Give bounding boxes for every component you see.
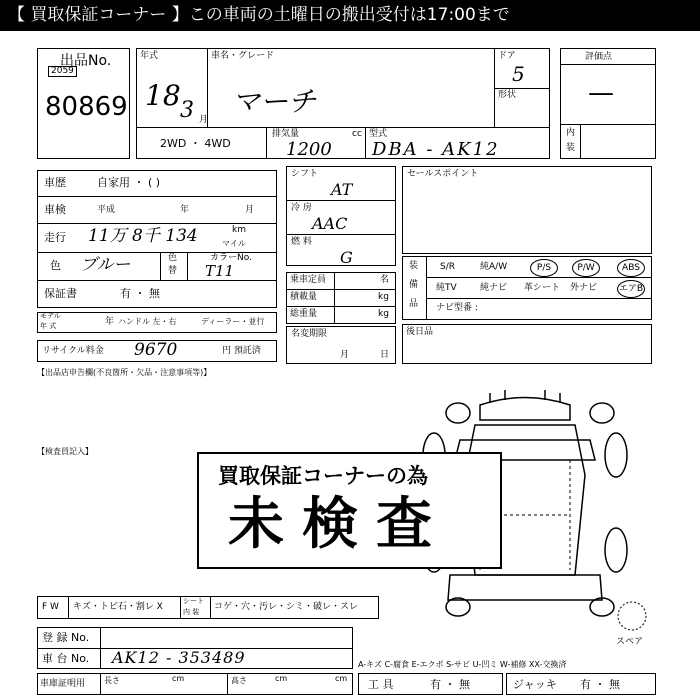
notes-header: 【出品店申告欄(不良箇所・欠品・注意事項等)】 <box>37 368 212 377</box>
tools-options: 有 ・ 無 <box>430 678 470 691</box>
model-year-label-2: 年 式 <box>40 322 57 330</box>
seat-text: コゲ・穴・汚レ・シミ・破レ・スレ <box>214 602 359 612</box>
history-value: 自家用 ・ ( ) <box>97 176 161 189</box>
chassis-value: AK12 - 353489 <box>112 648 246 667</box>
sales-point-box <box>402 166 652 254</box>
displacement-value: 1200 <box>286 139 332 160</box>
load-unit: kg <box>378 292 389 302</box>
shift-value: AT <box>331 180 353 199</box>
equip-airbag: エアB <box>617 280 645 298</box>
recycle-value: 9670 <box>134 340 178 360</box>
inspection-month: 月 <box>245 205 255 215</box>
drive-options: 2WD ・ 4WD <box>160 137 231 150</box>
mileage-unit-mile: マイル <box>222 239 246 248</box>
ac-value: AAC <box>312 214 348 233</box>
stamp-line1: 買取保証コーナーの為 <box>218 464 428 488</box>
name-value: マーチ <box>232 85 317 118</box>
door-label: ドア <box>498 51 516 61</box>
inspection-label: 車検 <box>44 203 66 216</box>
seat-label-1: シート <box>183 597 204 605</box>
color-change-1: 色 <box>168 253 178 263</box>
inspector-header: 【検査員記入】 <box>37 447 93 456</box>
year-value: 18 <box>145 79 181 112</box>
cert-length-unit: cm <box>172 674 185 683</box>
lot-number: 80869 <box>45 92 128 122</box>
capacity-unit: 名 <box>380 275 390 285</box>
equip-label-2: 備 <box>409 280 419 290</box>
mileage-label: 走行 <box>44 231 66 244</box>
displacement-unit: cc <box>352 129 362 139</box>
door-value: 5 <box>512 62 525 86</box>
equip-pw: P/W <box>572 259 600 277</box>
recycle-unit: 円 預託済 <box>222 346 261 356</box>
color-no-value: T11 <box>205 262 235 280</box>
lot-label: 出品No. <box>60 53 112 69</box>
cert-height: 高さ <box>231 676 247 685</box>
chassis-label: 車 台 No. <box>42 652 90 665</box>
reg-label: 登 録 No. <box>42 631 90 644</box>
capacity-label: 乗車定員 <box>290 275 327 285</box>
dealer-options: ディーラー・並行 <box>201 317 265 326</box>
post-label: 後日品 <box>406 327 434 337</box>
fw-text: キズ・トビ石・割レ X <box>73 602 163 612</box>
interior-label-1: 内 <box>566 128 576 138</box>
color-label: 色 <box>50 259 61 272</box>
equip-ext-navi: 外ナビ <box>570 283 598 293</box>
load-label: 積載量 <box>290 292 318 302</box>
cert-label: 車庫証明用 <box>40 679 86 689</box>
jack-label: ジャッキ <box>513 678 557 691</box>
equip-abs: ABS <box>617 259 645 277</box>
color-no-label: カラーNo. <box>210 253 252 263</box>
mileage-value: 11万 8千 134 <box>88 226 198 246</box>
score-value: — <box>588 78 614 108</box>
equip-tv: 純TV <box>436 283 457 293</box>
recycle-label: リサイクル料金 <box>42 346 104 356</box>
equip-navi: 純ナビ <box>480 283 508 293</box>
name-change-label: 名変期限 <box>291 329 328 339</box>
cert-height-unit: cm <box>275 674 288 683</box>
weight-label: 総重量 <box>290 309 318 319</box>
mileage-unit-km: km <box>232 225 246 235</box>
equip-sr: S/R <box>440 262 455 272</box>
displacement-label: 排気量 <box>272 129 300 139</box>
post-items-box <box>402 324 652 364</box>
navi-label: ナビ型番 : <box>436 303 478 313</box>
stamp-line2: 未検査 <box>228 492 450 557</box>
name-change-day: 日 <box>380 350 390 360</box>
equip-label-3: 品 <box>409 299 419 309</box>
color-value: ブルー <box>80 255 131 275</box>
model-year-unit: 年 <box>105 317 115 327</box>
month-unit: 月 <box>199 115 209 125</box>
weight-unit: kg <box>378 309 389 319</box>
jack-options: 有 ・ 無 <box>580 678 620 691</box>
equip-ps: P/S <box>530 259 558 277</box>
shift-label: シフト <box>291 169 319 179</box>
fw-label: F W <box>42 602 59 612</box>
warranty-label: 保証書 <box>44 287 77 300</box>
banner: 【 買取保証コーナー 】この車両の土曜日の搬出受付は17:00まで <box>0 0 700 31</box>
month-value: 3 <box>180 98 194 123</box>
cert-height-unit-2: cm <box>335 674 348 683</box>
inspection-year: 年 <box>180 205 190 215</box>
year-label: 年式 <box>140 51 159 61</box>
model-year-label-1: モデル <box>40 312 61 320</box>
ac-label: 冷 房 <box>291 203 312 213</box>
interior-label-2: 装 <box>566 143 576 153</box>
warranty-options: 有 ・ 無 <box>120 287 160 300</box>
lot-small-number: 2059 <box>48 66 77 77</box>
tools-label: 工 具 <box>368 678 394 691</box>
shape-label: 形状 <box>498 90 517 100</box>
damage-legend: A-キズ C-腐食 E-エクボ S-サビ U-凹ミ W-補修 XX-交換済 <box>358 660 567 669</box>
spare-tire-icon <box>616 600 648 632</box>
sales-point-label: セールスポイント <box>407 169 479 179</box>
equip-leather: 革シート <box>524 283 561 293</box>
seat-label-2: 内 装 <box>183 608 200 616</box>
score-label: 評価点 <box>585 52 613 62</box>
equip-label-1: 装 <box>409 261 419 271</box>
inspection-era: 平成 <box>97 205 116 215</box>
color-change-2: 替 <box>168 266 178 276</box>
name-change-month: 月 <box>340 350 350 360</box>
fuel-label: 燃 料 <box>291 237 312 247</box>
spare-label: スペア <box>616 637 644 647</box>
handle-options: ハンドル 左・右 <box>118 317 177 326</box>
history-label: 車歴 <box>44 176 66 189</box>
model-value: DBA - AK12 <box>372 139 500 160</box>
cert-length: 長さ <box>104 676 120 685</box>
model-label: 型式 <box>369 129 388 139</box>
name-label: 車名・グレード <box>211 51 275 61</box>
fuel-value: G <box>340 248 353 267</box>
equip-aw: 純A/W <box>480 262 508 272</box>
